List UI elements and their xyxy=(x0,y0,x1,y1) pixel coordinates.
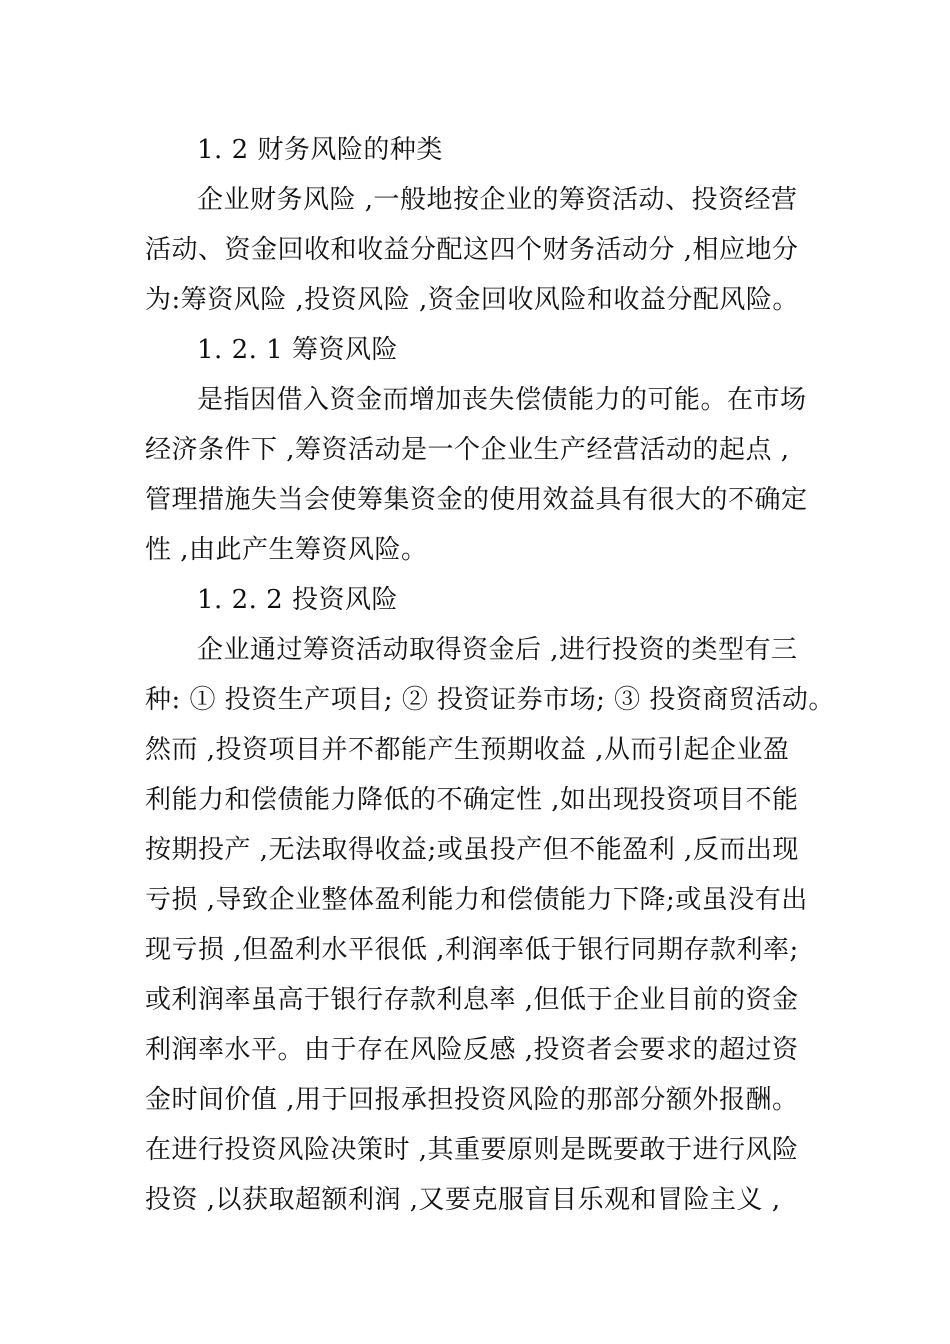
paragraph-line: 企业通过筹资活动取得资金后 ,进行投资的类型有三 xyxy=(197,635,798,665)
paragraph-line: 企业财务风险 ,一般地按企业的筹资活动、投资经营 xyxy=(197,185,798,215)
paragraph-line: 投资 ,以获取超额利润 ,又要克服盲目乐观和冒险主义 , xyxy=(145,1185,781,1215)
paragraph-line: 按期投产 ,无法取得收益;或虽投产但不能盈利 ,反而出现 xyxy=(145,835,799,865)
paragraph-line: 利能力和偿债能力降低的不确定性 ,如出现投资项目不能 xyxy=(145,785,799,815)
paragraph-line: 利润率水平。由于存在风险反感 ,投资者会要求的超过资 xyxy=(145,1035,799,1065)
paragraph-line: 管理措施失当会使筹集资金的使用效益具有很大的不确定 xyxy=(145,485,808,515)
paragraph-line: 性 ,由此产生筹资风险。 xyxy=(145,535,428,565)
section-heading-1-2-2: 1. 2. 2 投资风险 xyxy=(197,585,398,615)
paragraph-line: 为:筹资风险 ,投资风险 ,资金回收风险和收益分配风险。 xyxy=(145,285,799,315)
paragraph-line: 亏损 ,导致企业整体盈利能力和偿债能力下降;或虽没有出 xyxy=(145,885,808,915)
paragraph-line: 然而 ,投资项目并不都能产生预期收益 ,从而引起企业盈 xyxy=(145,735,790,765)
paragraph-line: 在进行投资风险决策时 ,其重要原则是既要敢于进行风险 xyxy=(145,1135,799,1165)
section-heading-1-2-1: 1. 2. 1 筹资风险 xyxy=(197,335,398,365)
paragraph-line: 是指因借入资金而增加丧失偿债能力的可能。在市场 xyxy=(197,385,807,415)
paragraph-line: 经济条件下 ,筹资活动是一个企业生产经营活动的起点 , xyxy=(145,435,790,465)
paragraph-line: 或利润率虽高于银行存款利息率 ,但低于企业目前的资金 xyxy=(145,985,799,1015)
paragraph-line: 活动、资金回收和收益分配这四个财务活动分 ,相应地分 xyxy=(145,235,799,265)
paragraph-line: 现亏损 ,但盈利水平很低 ,利润率低于银行同期存款利率; xyxy=(145,935,799,965)
section-heading-1-2: 1. 2 财务风险的种类 xyxy=(197,135,443,165)
paragraph-line: 种: ① 投资生产项目; ② 投资证券市场; ③ 投资商贸活动。 xyxy=(145,685,835,715)
paragraph-line: 金时间价值 ,用于回报承担投资风险的那部分额外报酬。 xyxy=(145,1085,799,1115)
